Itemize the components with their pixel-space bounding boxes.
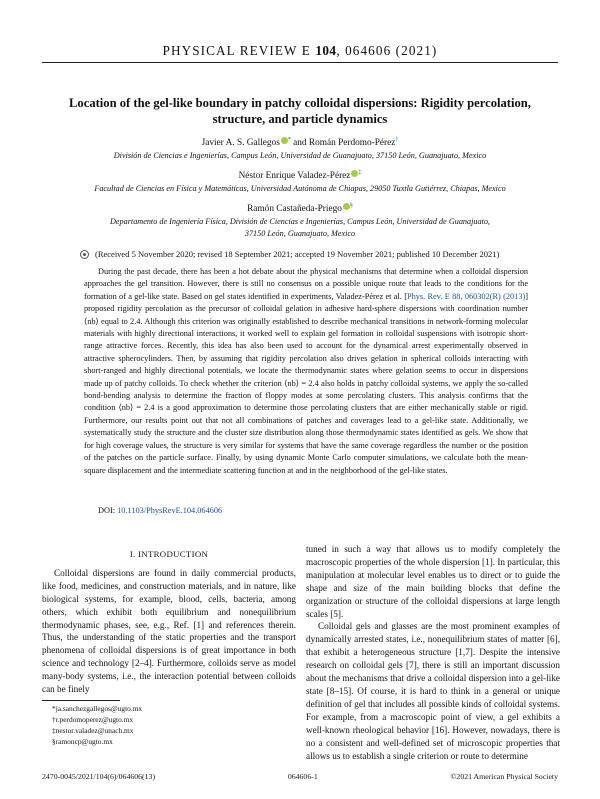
title-line-2: structure, and particle dynamics <box>212 112 388 126</box>
header-rule <box>42 62 558 63</box>
title-line-1: Location of the gel-like boundary in patchy colloidal dispersions: Rigidity percolation, <box>69 96 531 110</box>
affiliation-3-line-2: 37150 León, Guanajuato, Mexico <box>244 229 356 238</box>
footer-copyright: ©2021 American Physical Society <box>450 772 558 781</box>
orcid-icon[interactable] <box>343 203 350 210</box>
footnote-valadez: ‡nestor.valadez@unach.mx <box>52 726 134 735</box>
doi-link[interactable]: 10.1103/PhysRevE.104.064606 <box>117 506 223 515</box>
footnote-rule <box>42 700 120 701</box>
author-line-2 <box>60 170 540 181</box>
affiliation-3 <box>74 216 526 240</box>
abstract-part-2: ] proposed rigidity percolation as the precursor of colloidal gelation in adhesive hard-sphere dispersions with coordination number ⟨nb⟩ equal to 2.4. Although this criterion was originally established to describe mechanical transitions in network-forming molecular materials with highly directional interactions, it worked well to explain gel formation in colloidal suspensions with isotropic short-range attractive forces. Recently, this idea has also been used to account for the dynamical arrest experimentally observed in attractive spherocylinders. Then, by assuming that rigidity percolation also drives gelation in spherical colloids interacting with short-ranged and highly directional potentials, we locate the thermodynamic states where gelation seems to occur in dispersions made up of patchy colloids. To check whether the criterion ⟨nb⟩ = 2.4 also holds in patchy colloidal systems, we apply the so-called bond-bending analysis to determine the fraction of floppy modes at some percolating clusters. This analysis confirms that the condition ⟨nb⟩ = 2.4 is a good approximation to determine those percolating clusters that are either mechanically stable or rigid. Furthermore, our results point out that not all combinations of patches and coverages lead to a gel-like state. Additionally, we systematically study the structure and the cluster size distribution along those thermodynamic states identified as gels. We show that for high coverage values, the structure is very similar for systems that have the same coverage regardless the number or the position of the patches on the particle surface. Finally, by using dynamic Monte Carlo computer simulations, we calculate both the mean-square displacement and the intermediate scattering function at and in the neighborhood of the gel-like states. <box>84 291 528 475</box>
paper-title <box>60 95 540 127</box>
affiliation-1: División de Ciencias e Ingenierías, Campus León, Universidad de Guanajuato, 37150 León, Guanajuato, Mexico <box>113 151 487 160</box>
footnote-mark[interactable]: * <box>287 137 291 143</box>
footer-page: 064606-1 <box>287 772 318 781</box>
reference-link[interactable]: Phys. Rev. E 88, 060302(R) (2013) <box>406 291 526 301</box>
author-castaneda: Ramón Castañeda-Priego <box>247 204 342 214</box>
abstract <box>84 266 528 477</box>
affiliation-3-line-1: Departamento de Ingeniería Física, División de Ciencias e Ingenierías, Campus León, Universidad de Guanajuato, <box>110 217 490 226</box>
orcid-icon[interactable] <box>281 137 288 144</box>
footnote-castaneda: §ramoncp@ugto.mx <box>52 737 113 746</box>
article-number: , 064606 (2021) <box>336 43 438 58</box>
footnote-gallegos: *ja.sanchezgallegos@ugto.mx <box>52 704 143 713</box>
footnote-mark[interactable]: ‡ <box>358 170 362 176</box>
journal-volume: 104 <box>315 43 337 58</box>
footnote-mark[interactable]: † <box>395 137 399 143</box>
author-line-3 <box>60 203 540 214</box>
abstract-part-1: During the past decade, there has been a hot debate about the physical mechanisms that determine when a colloidal dispersion approaches the gel transition. However, there is still no consensus on a possible unique route that leads to the conditions for the formation of a gel-like state. Based on gel states identified in experiments, Valadez-Pérez et al. [ <box>84 267 528 301</box>
doi <box>98 506 222 515</box>
footnote-perdomo: †r.perdomoperez@ugto.mx <box>52 715 134 724</box>
footnote-mark[interactable]: § <box>349 203 353 209</box>
doi-label: DOI: <box>98 506 118 515</box>
history-icon[interactable] <box>80 250 89 259</box>
right-column <box>306 543 560 762</box>
affiliation-2: Facultad de Ciencias en Física y Matemáticas, Universidad Autónoma de Chiapas, 29050 Tuxtla Gutiérrez, Chiapas, Mexico <box>94 184 506 193</box>
author-valadez: Néstor Enrique Valadez-Pérez <box>238 171 351 181</box>
journal-name: PHYSICAL REVIEW E <box>162 43 311 58</box>
author-gallegos: Javier A. S. Gallegos <box>201 138 280 148</box>
author-perdomo: and Román Perdomo-Pérez <box>290 138 396 148</box>
footnotes <box>52 703 142 747</box>
journal-header <box>42 43 558 59</box>
dates-text: (Received 5 November 2020; revised 18 September 2021; accepted 19 November 2021; published 10 December 2021) <box>95 249 500 259</box>
intro-paragraph-2: Colloidal gels and glasses are the most prominent examples of dynamically arrested states, i.e., nonequilibrium states of matter [6], that exhibit a heterogeneous structure [1,7]. Despite the intensive research on colloidal gels [7], there is still an important discussion about the mechanisms that drive a colloidal dispersion into a gel-like state [8–15]. Of course, it is hard to think in a general or unique definition of gel that includes all possible kinds of colloidal systems. For example, from a macroscopic point of view, a gel exhibits a well-known rheological behavior [16]. However, nowadays, there is no a consistent and well-defined set of microscopic properties that allows us to establish a single criterion or route to determine <box>306 621 560 761</box>
section-heading: I. INTRODUCTION <box>129 549 209 559</box>
page-footer <box>42 772 558 781</box>
footer-issn: 2470-0045/2021/104(6)/064606(13) <box>42 772 156 781</box>
intro-paragraph-1: Colloidal dispersions are found in daily commercial products, like food, medicines, and construction materials, and in nature, like biological systems, for example, blood, cells, bacteria, among others, which exhibit both equilibrium and nonequilibrium thermodynamic phases, see, e.g., Ref. [1] and references therein. Thus, the understanding of the static properties and the transport phenomena of colloidal dispersions is of great importance in both science and technology [2–4]. Furthermore, colloids serve as model many-body systems, i.e., the interaction potential between colloids can be finely <box>42 567 296 695</box>
publication-history <box>80 249 534 259</box>
intro-paragraph-1-cont: tuned in such a way that allows us to modify completely the macroscopic properties of the whole dispersion [1]. In particular, this manipulation at molecular level enables us to direct or to guide the shape and size of the main building blocks that define the organization or structure of the colloidal dispersions at large length scales [5]. <box>306 544 560 619</box>
left-column <box>42 548 296 696</box>
author-line-1 <box>60 137 540 148</box>
